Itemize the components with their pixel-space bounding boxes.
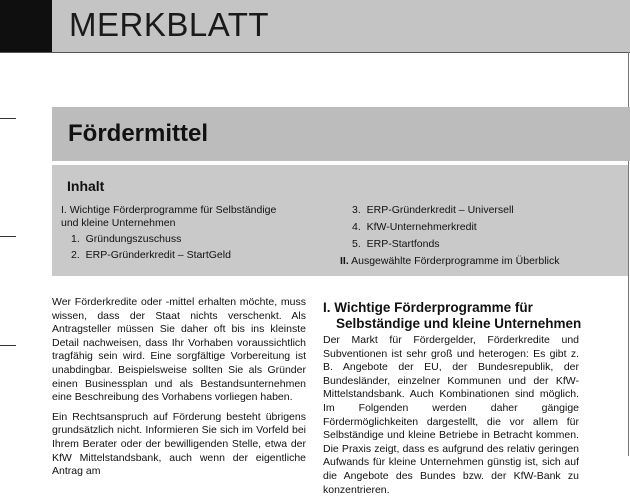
- toc-item-number: 2.: [71, 249, 80, 261]
- toc-item: [340, 255, 559, 268]
- chapter-heading-line: Selbständige und kleine Unternehmen: [336, 316, 582, 331]
- toc-item-label: ERP-Gründerkredit – StartGeld: [85, 249, 231, 261]
- section-title: Fördermittel: [68, 120, 209, 147]
- toc-item: [71, 233, 181, 246]
- toc-item-label: Ausgewählte Förderprogramme im Überblick: [351, 255, 560, 267]
- toc-item-label: Wichtige Förderprogramme für Selbständige und kleine Unternehmen: [61, 204, 277, 229]
- chapter-heading: [323, 300, 593, 332]
- toc-item-number: 3.: [352, 204, 361, 216]
- chapter-heading-line: Wichtige Förderprogramme für: [334, 300, 533, 315]
- toc-item-number: I.: [61, 204, 67, 216]
- header-black-block: [0, 0, 52, 52]
- document-type-title: MERKBLATT: [69, 6, 270, 43]
- margin-tick: [0, 118, 16, 119]
- toc-item-label: ERP-Gründerkredit – Universell: [366, 204, 514, 216]
- toc-item: [71, 249, 231, 262]
- body-left-column: [52, 296, 306, 485]
- toc-item: [352, 204, 514, 217]
- body-paragraph: Wer Förderkredite oder -mittel erhalten möchte, muss wissen, dass der Staat nichts verschenkt. Als Antragsteller müssen Sie daher oft bis ins kleinste Detail nachweisen, dass Ihr Vorhaben voraussichtlich tragfähig sein wird. Eine sorgfältige Vorbereitung ist unabdingbar. Beispielsweise sollten Sie als Gründer einen Businessplan und als Bestandsunternehmen eine Beschreibung des Vorhabens vorliegen haben.: [52, 296, 306, 404]
- toc-item-number: 1.: [71, 233, 80, 245]
- toc-item-label: Gründungszuschuss: [85, 233, 182, 245]
- header-divider: [0, 52, 630, 53]
- toc-item-label: ERP-Startfonds: [366, 238, 440, 250]
- toc-item-number: II.: [340, 255, 349, 267]
- toc-heading: Inhalt: [67, 178, 105, 194]
- body-right-column: [323, 334, 579, 497]
- toc-item-number: 5.: [352, 238, 361, 250]
- toc-item: [352, 238, 440, 251]
- toc-item-label: KfW-Unternehmerkredit: [366, 221, 477, 233]
- body-paragraph: Ein Rechtsanspruch auf Förderung besteht übrigens grundsätzlich nicht. Informieren Sie sich im Vorfeld bei Ihrem Berater oder der bewilligenden Stelle, etwa der KfW Mittelstandsbank, auch wenn der eigentliche Antrag am: [52, 410, 306, 478]
- chapter-number: I.: [323, 300, 331, 315]
- toc-item: [352, 221, 477, 234]
- toc-item-number: 4.: [352, 221, 361, 233]
- margin-tick: [0, 345, 16, 346]
- body-paragraph: Der Markt für Fördergelder, Förderkredite und Subventionen ist sehr groß und heterogen: Es gibt z. B. Angebote der EU, der Bundesrepublik, der Bundesländer, einzelner Kommunen und der KfW-Mittelstandsbank. Auch Kombinationen sind möglich. Im Folgenden werden daher gängige Fördermöglichkeiten dargestellt, die vor allem für Selbständige und kleine Betriebe in Betracht kommen. Die Praxis zeigt, dass es aufgrund des relativ geringen Aufwands für kleine Unternehmen günstig ist, sich auf die Angebote des Bundes bzw. der KfW-Bank zu konzentrieren.: [323, 334, 579, 496]
- margin-tick: [0, 236, 16, 237]
- toc-item: [61, 204, 291, 230]
